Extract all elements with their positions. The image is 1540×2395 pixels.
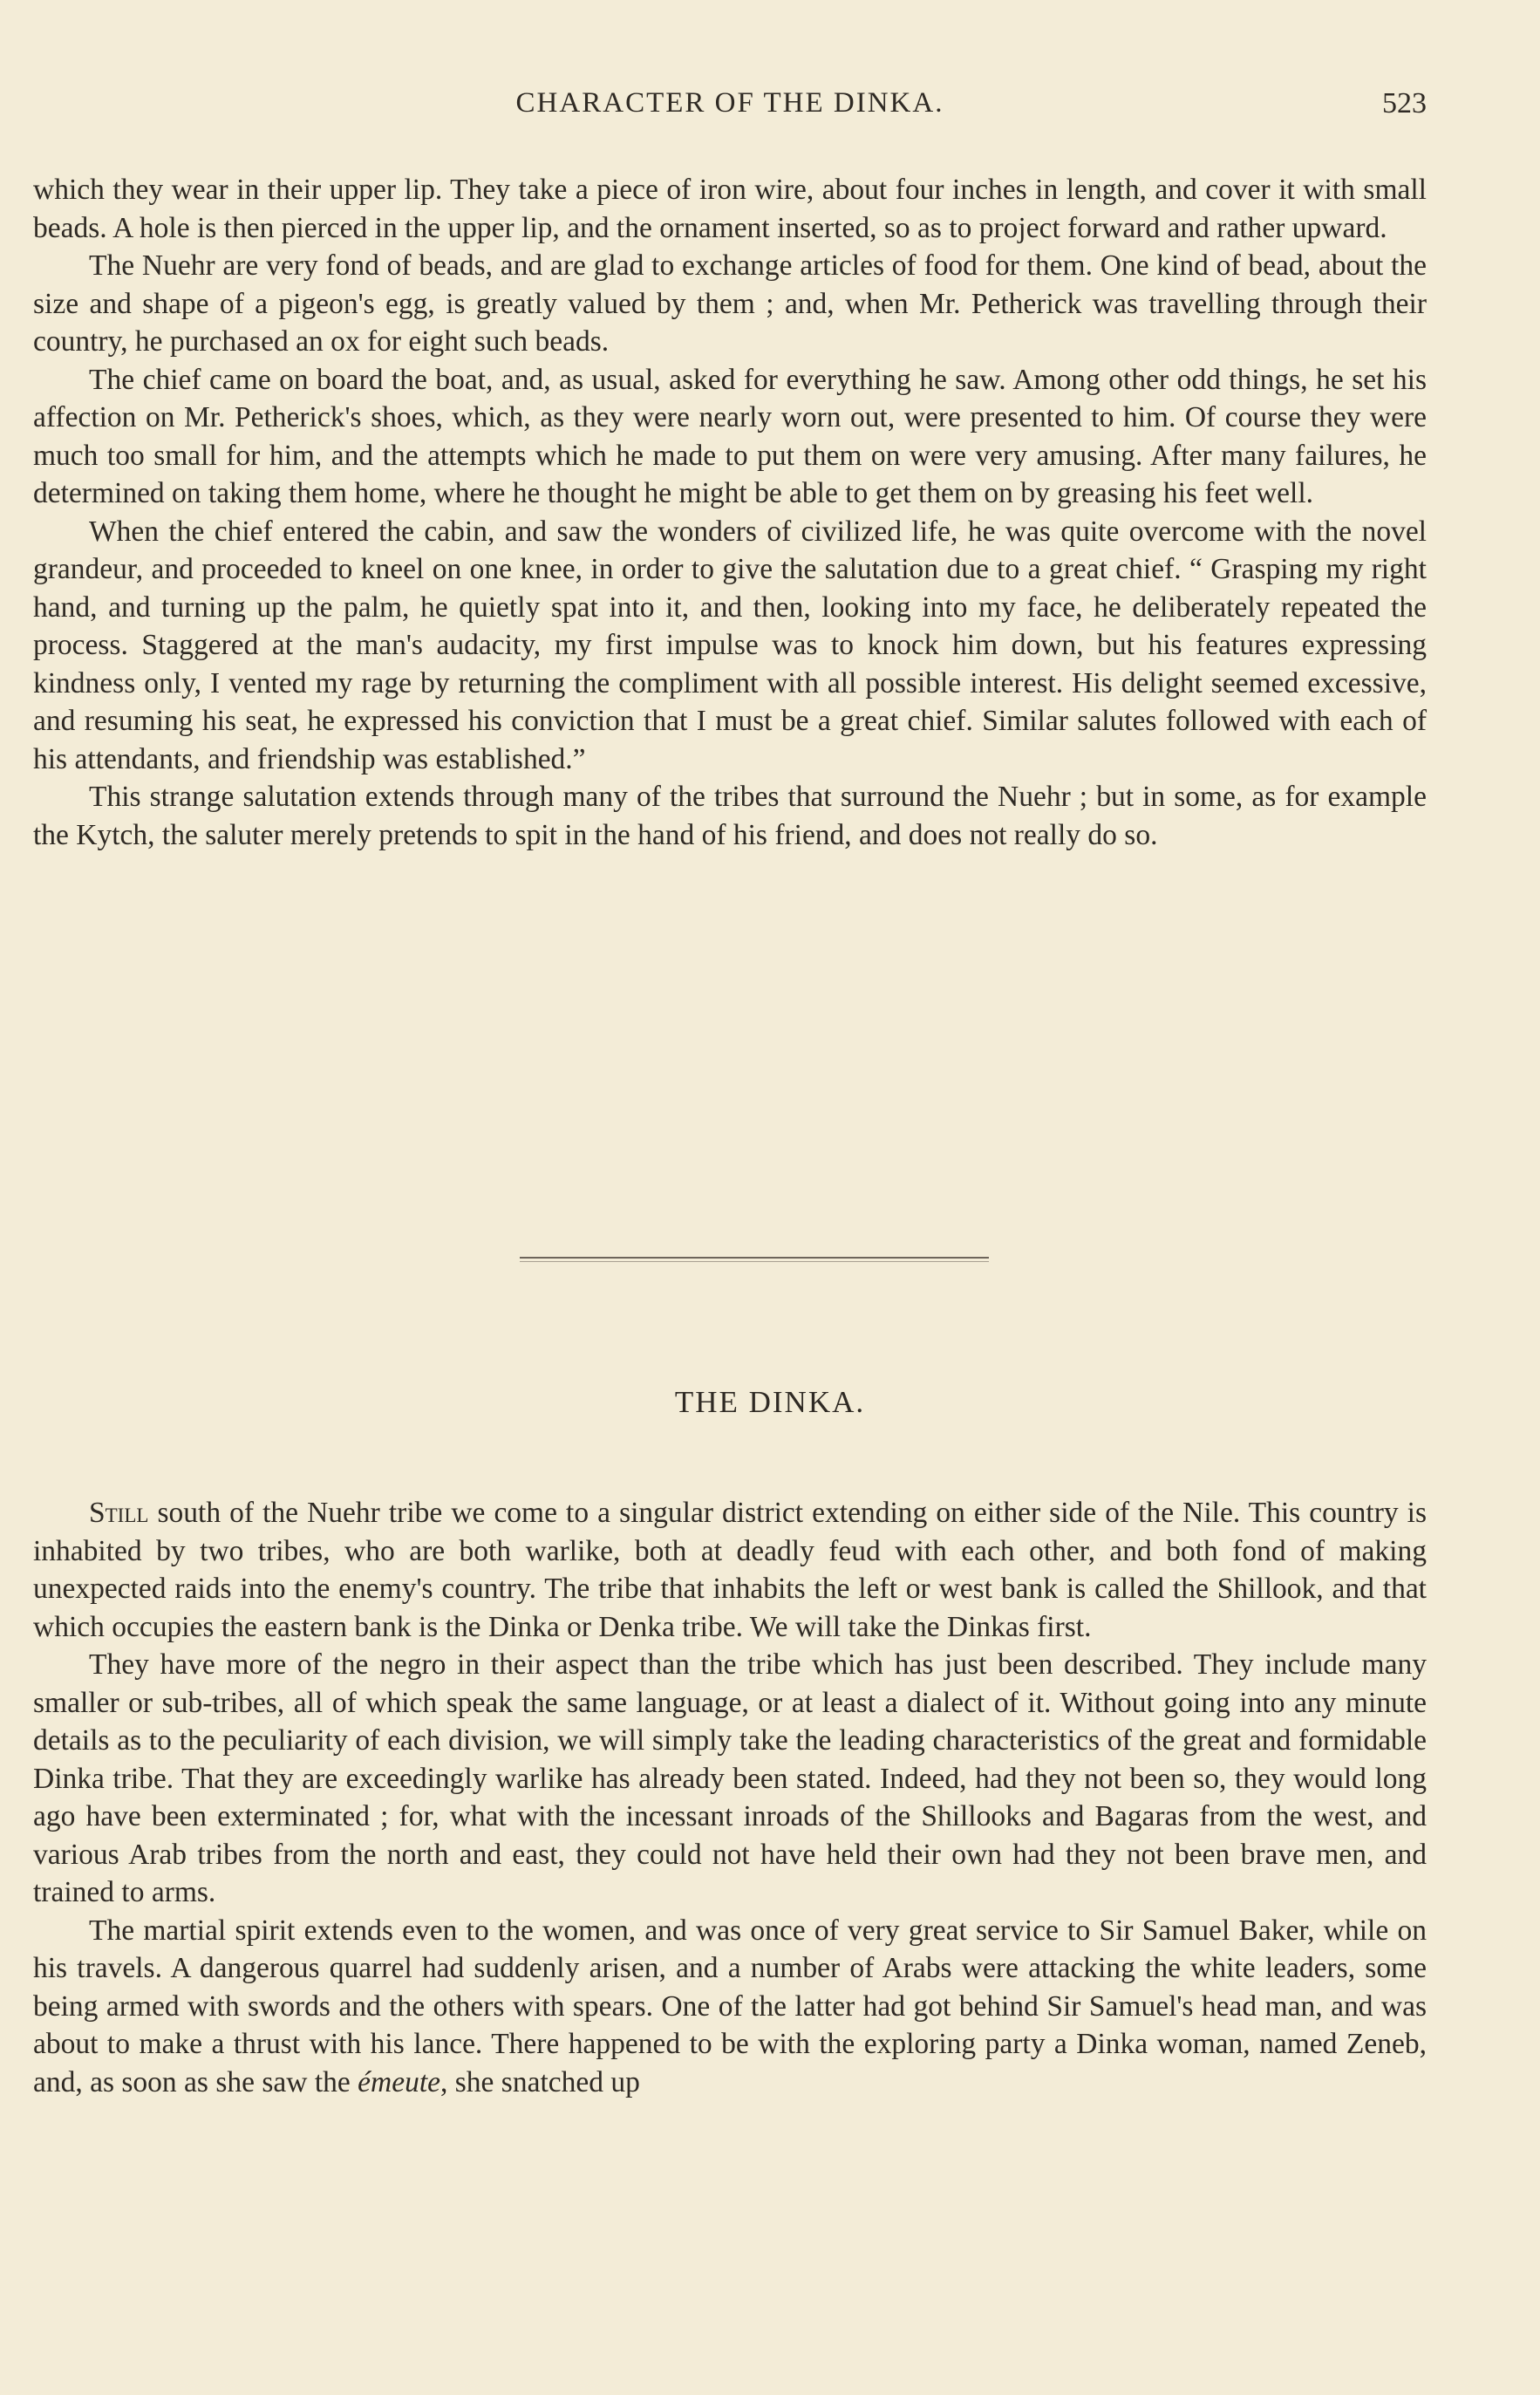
paragraph-continuation: which they wear in their upper lip. They take a piece of iron wire, about four inches in length, and cover it with small beads. A hole is then pierced in the upper lip, and the ornament inserted, so as to project forward and rather upward.	[33, 174, 1427, 244]
paragraph-martial-spirit	[33, 1912, 1427, 2102]
running-title: CHARACTER OF THE DINKA.	[515, 87, 944, 119]
nuehr-text-block	[33, 171, 1427, 854]
paragraph-dinka-aspect: They have more of the negro in their aspect than the tribe which has just been described. They include many smaller or sub-tribes, all of which speak the same language, or at least a dialect of it. Without going into any minute details as to the peculiarity of each division, we will simply take the leading characteristics of the great and formidable Dinka tribe. That they are exceedingly warlike has already been stated. Indeed, had they not been so, they would long ago have been exterminated ; for, what with the incessant inroads of the Shillooks and Bagaras from the west, and various Arab tribes from the north and east, they could not have held their own had they not been brave men, and trained to arms.	[33, 1648, 1427, 1908]
dinka-text-block	[33, 1494, 1427, 2101]
section-title: THE DINKA.	[674, 1385, 866, 1419]
martial-text-after: , she snatched up	[440, 2065, 640, 2098]
paragraph-beads: The Nuehr are very fond of beads, and are glad to exchange articles of food for them. One kind of bead, about the size and shape of a pigeon's egg, is greatly valued by them ; and, when Mr. Petherick was travelling through their country, he purchased an ox for eight such beads.	[33, 249, 1427, 358]
intro-rest: south of the Nuehr tribe we come to a singular district extending on either side of the Nile. This country is inhabited by two tribes, who are both warlike, both at deadly feud with each other, and both fond of making unexpected raids into the enemy's country. The tribe that inhabits the left or west bank is called the Shillook, and that which occupies the eastern bank is the Dinka or Denka tribe. We will take the Dinkas first.	[33, 1497, 1427, 1643]
lead-word: Still	[89, 1497, 149, 1529]
section-divider	[520, 1257, 989, 1259]
paragraph-chief-shoes: The chief came on board the boat, and, as usual, asked for everything he saw. Among other odd things, he set his affection on Mr. Petherick's shoes, which, as they were nearly worn out, were presented to him. Of course they were much too small for him, and the attempts which he made to put them on were very amusing. After many failures, he determined on taking them home, where he thought he might be able to get them on by greasing his feet well.	[33, 363, 1427, 509]
page-header	[33, 87, 1427, 131]
page-number: 523	[1382, 87, 1427, 119]
paragraph-dinka-intro	[33, 1494, 1427, 1646]
italic-word: émeute	[358, 2065, 441, 2098]
paragraph-salutation: When the chief entered the cabin, and saw the wonders of civilized life, he was quite overcome with the novel grandeur, and proceeded to kneel on one knee, in order to give the salutation due to a great chief. “ Grasping my right hand, and turning up the palm, he quietly spat into it, and then, looking into my face, he deliberately repeated the process. Staggered at the man's audacity, my first impulse was to knock him down, but his features expressing kindness only, I vented my rage by returning the compliment with all possible interest. His delight seemed excessive, and resuming his seat, he expressed his conviction that I must be a great chief. Similar salutes followed with each of his attendants, and friendship was established.”	[33, 515, 1427, 775]
martial-text-before: The martial spirit extends even to the women, and was once of very great service to Sir Samuel Baker, while on his travels. A dangerous quarrel had suddenly arisen, and a number of Arabs were attacking the white leaders, some being armed with swords and the others with spears. One of the latter had got behind Sir Samuel's head man, and was about to make a thrust with his lance. There happened to be with the exploring party a Dinka woman, named Zeneb, and, as soon as she saw the	[33, 1914, 1427, 2098]
paragraph-kytch: This strange salutation extends through many of the tribes that surround the Nuehr ; but in some, as for example the Kytch, the saluter merely pretends to spit in the hand of his friend, and does not really do so.	[33, 781, 1427, 851]
